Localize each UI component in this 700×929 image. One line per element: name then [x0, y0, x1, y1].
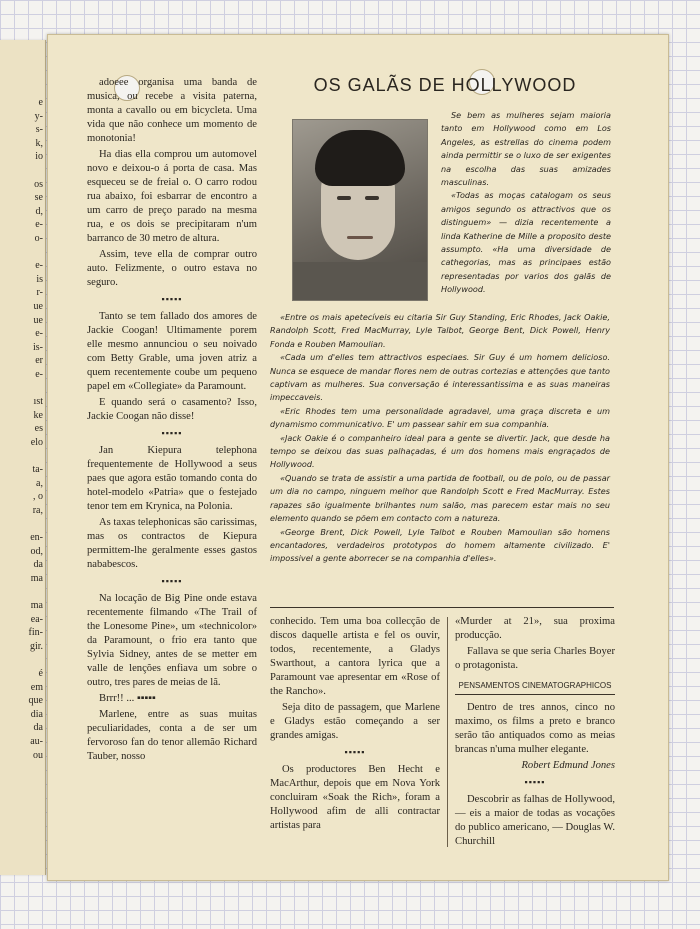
- article-title: OS GALÃS DE HOLLYWOOD: [313, 75, 577, 95]
- article-body: [270, 311, 610, 566]
- portrait-hair: [315, 130, 405, 186]
- column-right: [455, 615, 615, 851]
- separator: ▪▪▪▪▪: [161, 428, 183, 438]
- paragraph: adoeee organisa uma banda de musica, ou recebe a visita paterna, monta a cavallo ou em bicycleta. Uma vida que não conhece um momento de monotonia!: [87, 77, 257, 144]
- paragraph: Se bem as mulheres sejam maioria tanto em Hollywood como em Los Angeles, as estrellas do cinema podem ainda permittir se o luxo de ser exigentes na escolha das suas amizades masculinas.: [441, 110, 611, 188]
- paragraph: «Cada um d'elles tem attractivos especiaes. Sir Guy é um homem delicioso. Nunca se esquece de mandar flores nem de outras cortezias e attenções que tanto captivam as mulheres. Sua conversação é interessantissima e as suas maneiras impeccaveis.: [270, 352, 610, 403]
- adjacent-page-edge: [0, 40, 46, 875]
- separator: ▪▪▪▪▪: [161, 294, 183, 304]
- portrait-mouth: [347, 236, 373, 239]
- paragraph: «Eric Rhodes tem uma personalidade agradavel, uma graça discreta e um dynamismo communicativo. E' um passear sahir em sua companhia.: [270, 405, 610, 430]
- paragraph: As taxas telephonicas são carissimas, mas os contractos de Kiepura permittem-lhe geralmente esses gastos nababescos.: [87, 517, 257, 570]
- magazine-page: [47, 34, 669, 881]
- paragraph: «Murder at 21», sua proxima producção.: [455, 616, 615, 641]
- separator: ▪▪▪▪▪: [344, 747, 366, 757]
- paragraph: Ha dias ella comprou um automovel novo e deixou-o á porta de casa. Mas esqueceu se de freial o. O carro rodou rua abaixo, foi esbarrar de encontro a um carro de preço parado na mesma rua, e os dois se precipitaram n'um barranco de 30 metro de altura.: [87, 149, 257, 244]
- paragraph: Os productores Ben Hecht e MacArthur, depois que em Nova York concluiram «Soak the Rich», foram a Hollywood afim de alli contractar artistas para: [270, 764, 440, 831]
- actor-portrait-photo: [292, 119, 428, 301]
- column-middle: [270, 615, 440, 835]
- section-heading: PENSAMENTOS CINEMATOGRAPHICOS: [455, 679, 615, 695]
- column-left: [87, 76, 257, 766]
- paragraph: «Todas as moças catalogam os seus amigos segundo os attractivos que os distinguem» — dizia recentemente a linda Katherine de Mille a proposito deste assumpto. «Ha uma diversidade de cathegorias, mas as principaes estão representadas por varios dos galãs de Hollywood.: [441, 190, 611, 295]
- article-intro: [441, 109, 611, 297]
- portrait-eye: [365, 196, 379, 200]
- quote-author: Robert Edmund Jones: [521, 760, 615, 771]
- paragraph: Na locação de Big Pine onde estava recentemente filmando «The Trail of the Lonesome Pine», um «technicolor» da Paramount, o frio era tanto que Sylvia Sidney, antes de se metter em valle de lenções enfiava um sobre o outro, tres pares de meias de lã.: [87, 593, 257, 688]
- paragraph: Descobrir as falhas de Hollywood, — eis a maior de todas as vocações do publico americano, — Douglas W. Churchill: [455, 794, 615, 847]
- separator: ▪▪▪▪▪: [524, 777, 546, 787]
- paragraph: Tanto se tem fallado dos amores de Jackie Coogan! Ultimamente porem elle mesmo annunciou o seu noivado com Betty Grable, uma joven atriz a quem recentemente coube um pequeno papel em «Collegiate» da Paramount.: [87, 311, 257, 392]
- paragraph: conhecido. Tem uma boa collecção de discos daquelle artista e fel os ouvir, todos, recentemente, a Gladys Swarthout, a cantora lyrica que a Paramount vae apresentar em «Rose of the Rancho».: [270, 616, 440, 697]
- paragraph: Jan Kiepura telephona frequentemente de Hollywood a seus paes que agora estão tomando conta do hotel-modelo «Patria» que o festejado tenor tem em Krynica, na Polonia.: [87, 445, 257, 512]
- paragraph: Assim, teve ella de comprar outro auto. Felizmente, o outro estava no seguro.: [87, 249, 257, 288]
- adjacent-page-text: e y- s- k, io os se d, e- o- e- is r- ue ue e- is- er e- ıst ke es elo ta- a, , o ra, en- od, da ma ma ea- fin- gir. é em que dia da au- ou: [28, 97, 43, 761]
- separator: ▪▪▪▪▪: [161, 576, 183, 586]
- paragraph: Dentro de tres annos, cinco no maximo, os films a preto e branco serão tão antiquados como as meias brancas n'uma mulher elegante.: [455, 702, 615, 755]
- portrait-eye: [337, 196, 351, 200]
- paragraph: Fallava se que seria Charles Boyer o protagonista.: [455, 646, 615, 671]
- paragraph: Seja dito de passagem, que Marlene e Gladys estão começando a ser grandes amigas.: [270, 702, 440, 741]
- paragraph: «Jack Oakie é o companheiro ideal para a gente se divertir. Jack, que desde ha tempo se deixou das suas palhaçadas, é um dos homens mais engraçados de Hollywood.: [270, 432, 610, 470]
- paragraph: «George Brent, Dick Powell, Lyle Talbot e Rouben Mamoulian são homens encantadores, verdadeiros prototypos do homem altamente civilizado. E' impossivel a gente aborrecer se na companhia d'elles».: [270, 526, 610, 564]
- paragraph: «Entre os mais apetecíveis eu citaria Sir Guy Standing, Eric Rhodes, Jack Oakie, Randolph Scott, Fred MacMurray, Lyle Talbot, George Bent, Dick Powell, Henry Fonda e Rouben Mamoulian.: [270, 312, 610, 349]
- column-divider: [447, 617, 448, 847]
- paragraph: Brrr!! ... ▪▪▪▪▪: [99, 693, 156, 704]
- paragraph: Marlene, entre as suas muitas peculiaridades, conta a de ser um fervoroso fan do tenor allemão Richard Tauber, nosso: [87, 709, 257, 762]
- section-divider: [270, 607, 614, 608]
- paragraph: E quando será o casamento? Isso, Jackie Coogan não disse!: [87, 397, 257, 422]
- paragraph: «Quando se trata de assistir a uma partida de football, ou de polo, ou de passar um dia no campo, ninguem melhor que Randolph Scott e Fred MacMurray. Estes rapazes são igualmente brilhantes num salão, mas parecem estar mais no seu elemento quando se põem em contacto com a natureza.: [270, 472, 610, 524]
- portrait-collar: [293, 262, 427, 301]
